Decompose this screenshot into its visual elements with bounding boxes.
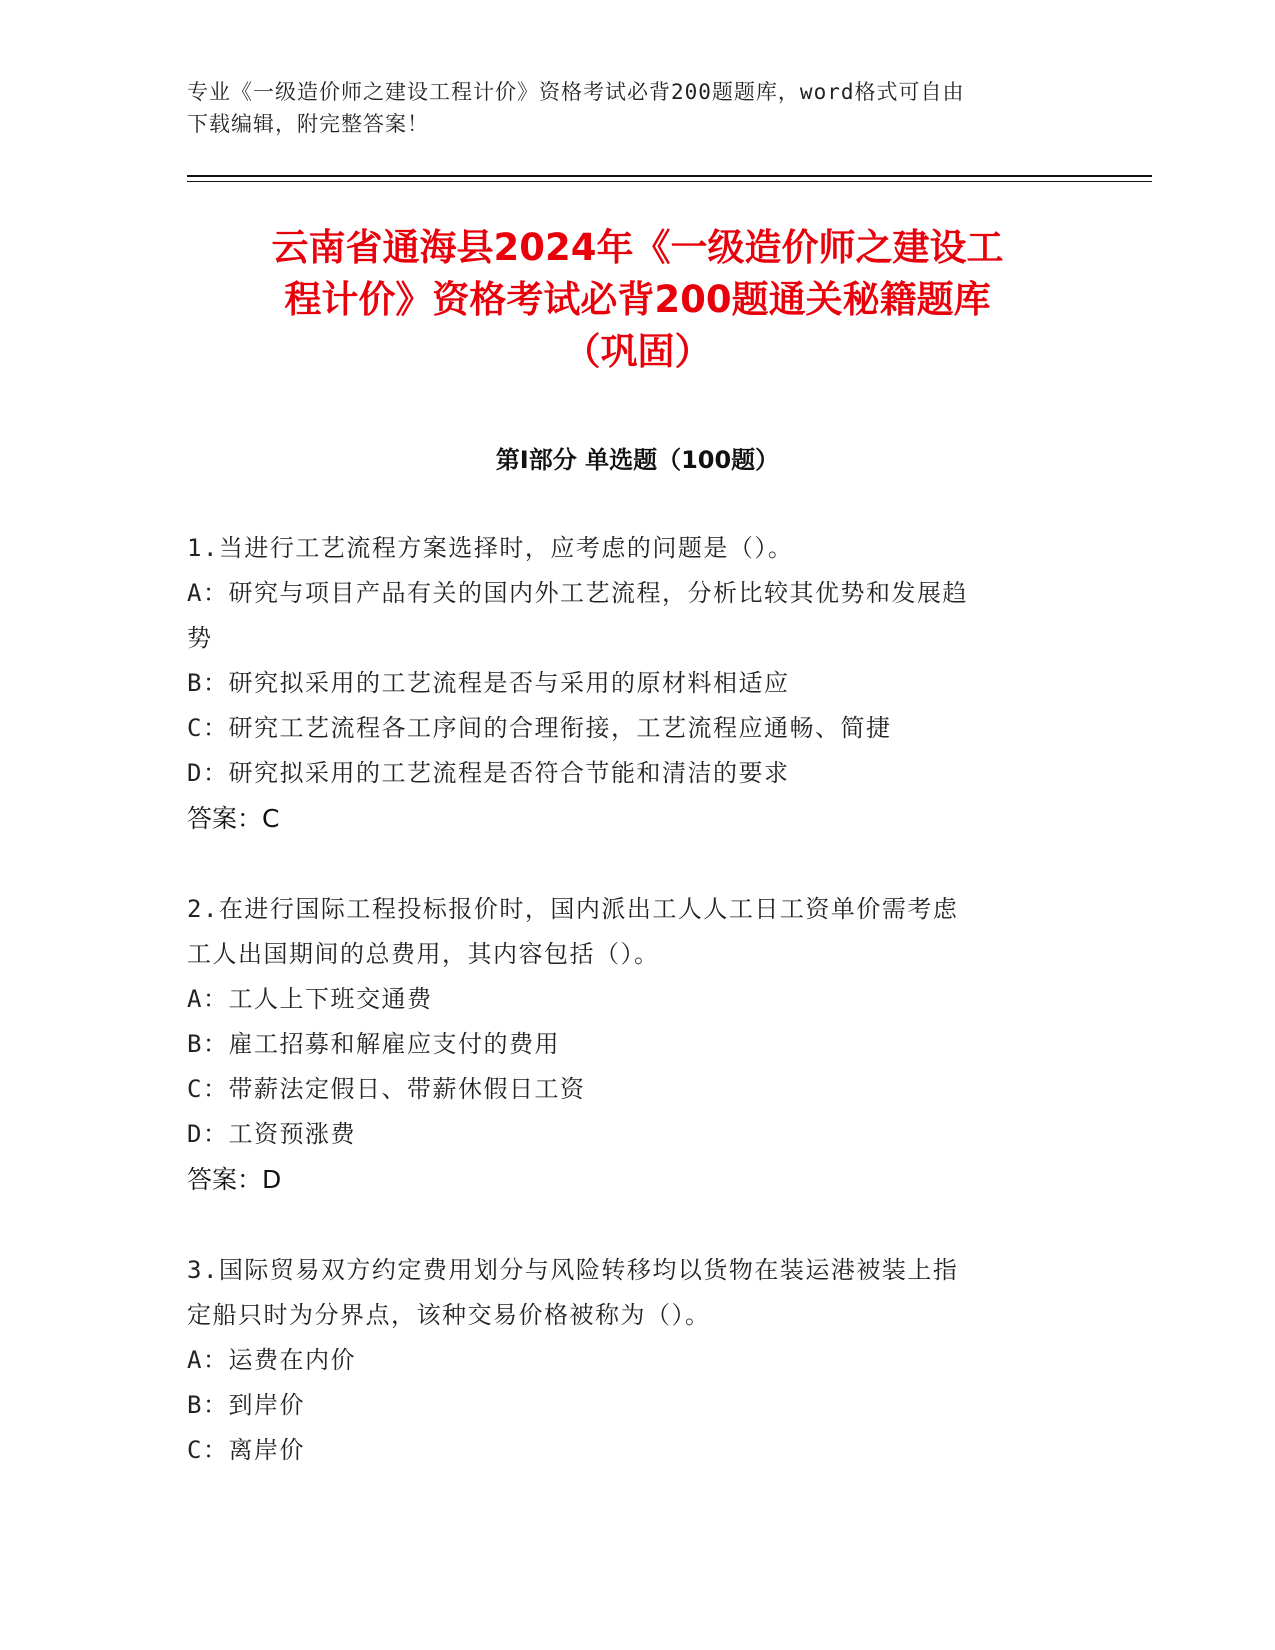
title-line: 云南省通海县2024年《一级造价师之建设工 [271,226,1004,269]
option-c: C：研究工艺流程各工序间的合理衔接，工艺流程应通畅、简捷 [187,714,892,742]
option-a: A：工人上下班交通费 [187,985,433,1013]
option-d: D：工资预涨费 [187,1120,356,1148]
header-note [187,76,1077,140]
question-stem: 2.在进行国际工程投标报价时，国内派出工人人工日工资单价需考虑 [187,895,959,923]
option-c: C：带薪法定假日、带薪休假日工资 [187,1075,586,1103]
option-b: B：到岸价 [187,1391,305,1419]
document-title [150,222,1125,378]
question-stem-continued: 工人出国期间的总费用，其内容包括（）。 [187,940,660,968]
header-divider-thick [187,175,1152,177]
option-b: B：研究拟采用的工艺流程是否与采用的原材料相适应 [187,669,790,697]
option-a-continued: 势 [187,624,213,652]
option-b: B：雇工招募和解雇应支付的费用 [187,1030,560,1058]
header-note-line: 专业《一级造价师之建设工程计价》资格考试必背200题题库，word格式可自由 [187,80,965,104]
question-item [187,1248,1077,1473]
option-c: C：离岸价 [187,1436,305,1464]
question-stem-continued: 定船只时为分界点，该种交易价格被称为（）。 [187,1301,711,1329]
question-list [187,526,1077,1519]
option-a: A：研究与项目产品有关的国内外工艺流程，分析比较其优势和发展趋 [187,579,968,607]
answer-text: 答案：D [187,1165,282,1194]
question-item [187,887,1077,1202]
title-line: 程计价》资格考试必背200题通关秘籍题库 [284,278,991,321]
header-divider-thin [187,181,1152,182]
option-a: A：运费在内价 [187,1346,356,1374]
answer-text: 答案：C [187,804,280,833]
question-item [187,526,1077,841]
title-line: （巩固） [563,330,712,373]
section-heading: 第Ⅰ部分 单选题（100题） [495,446,780,474]
question-stem: 3.国际贸易双方约定费用划分与风险转移均以货物在装运港被装上指 [187,1256,959,1284]
question-stem: 1.当进行工艺流程方案选择时，应考虑的问题是（）。 [187,534,794,562]
header-note-line: 下载编辑，附完整答案！ [187,112,429,136]
option-d: D：研究拟采用的工艺流程是否符合节能和清洁的要求 [187,759,790,787]
